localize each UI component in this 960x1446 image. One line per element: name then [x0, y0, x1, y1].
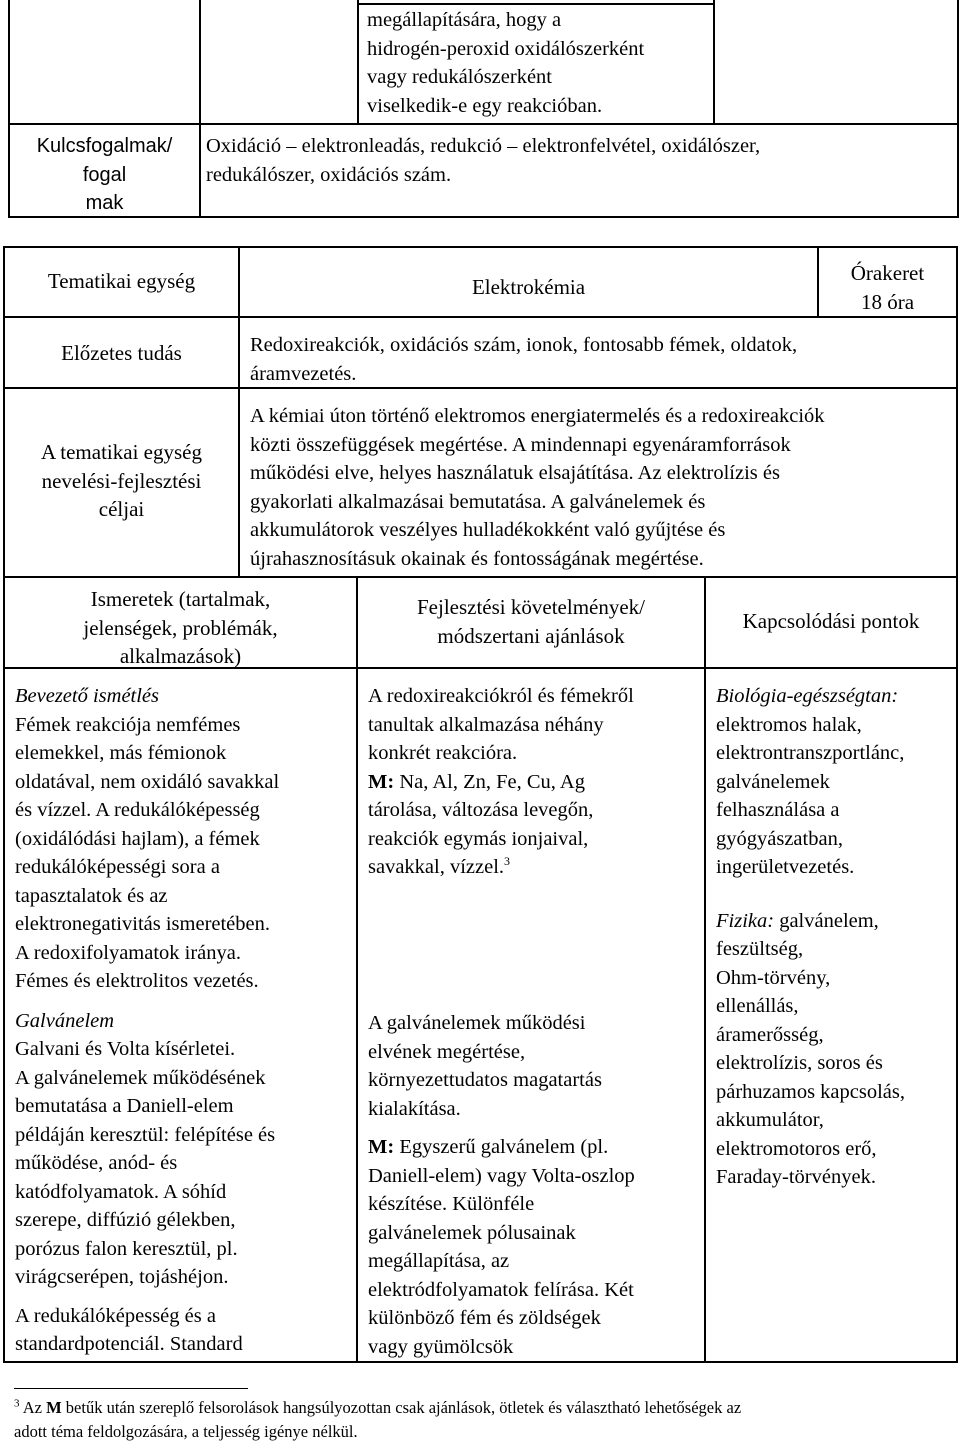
kapcsolodasi-header: Kapcsolódási pontok	[742, 609, 920, 633]
kapcsolodasi-content: Biológia-egészségtan: elektromos halak, elektrontranszportlánc, galvánelemek felhasználása a gyógyászatban, ingerületvezetés. Fizika: galvánelem, feszültség, Ohm-törvény, ellenállás, áramerősség, elektrolízis, soros és párhuzamos kapcsolás, akkumulátor, elektromotoros erő, Faraday-törvények.	[716, 682, 905, 1192]
tematikai-egyseg-label: Tematikai egység	[47, 269, 196, 293]
prev-line: vagy redukálószerként	[367, 66, 552, 88]
fejlesztesi-content: A redoxireakciókról és fémekről tanultak alkalmazása néhány konkrét reakcióra. M: Na, Al, Zn, Fe, Cu, Ag tárolása, változása levegőn, reakciók egymás ionjaival, savakkal, vízzel.$^3$	[368, 685, 634, 878]
prev-line: hidrogén-peroxid oxidálószerként	[367, 37, 645, 60]
fejlesztesi-content-2: A galvánelemek működési elvének megértése, környezettudatos magatartás kialakítása. M: Egyszerű galvánelem (pl. Daniell-elem) vagy Volta-oszlop készítése. Különféle galvánelemek pólusainak megállapítása, az elektródfolyamatok felírása. Két különböző fém és zöldségek vagy gyümölcsök	[368, 1012, 635, 1358]
footnote-rule	[14, 1388, 248, 1389]
celjai-text: A kémiai úton történő elektromos energiatermelés és a redoxireakciók közti összefüggések megértése. A mindennapi egyenáramforrások működési elve, helyes használatuk elsajátítása. Az elektrolízis és gyakorlati alkalmazásai bemutatása. A galvánelemek és akkumulátorok veszélyes hulladékokként való gyűjtése és újrahasznosításuk okainak és fontosságának megértése.	[250, 405, 825, 570]
topic-title: Elektrokémia	[471, 275, 586, 299]
orakeret-value: 18 óra	[860, 289, 915, 314]
biologia-label: Biológia-egészségtan:	[716, 685, 899, 707]
footnote-ref: 3	[504, 854, 511, 869]
prev-cell-text	[367, 6, 644, 120]
orakeret-label: Órakeret	[850, 261, 925, 285]
elozetes-tudas-label: Előzetes tudás	[61, 341, 182, 365]
m-label: M:	[368, 770, 395, 793]
heading-bevezeto-ismetles: Bevezető ismétlés	[15, 685, 160, 707]
heading-galvanelem: Galvánelem	[15, 1009, 115, 1032]
celjai-label: A tematikai egység nevelési-fejlesztési céljai	[41, 440, 202, 521]
elozetes-tudas-text: Redoxireakciók, oxidációs szám, ionok, fontosabb fémek, oldatok, áramvezetés.	[250, 334, 798, 385]
orakeret	[819, 259, 956, 316]
kulcsfogalmak-label: Kulcsfogalmak/ fogal mak	[36, 135, 173, 214]
fizika-label: Fizika:	[716, 909, 775, 932]
footnote-number: 3	[14, 1397, 20, 1410]
fejlesztesi-header: Fejlesztési követelmények/ módszertani ajánlások	[416, 595, 646, 648]
ismeretek-header: Ismeretek (tartalmak, jelenségek, problémák, alkalmazások)	[83, 587, 278, 668]
prev-line: megállapítására, hogy a	[367, 9, 562, 31]
kulcsfogalmak-text: Oxidáció – elektronleadás, redukció – elektronfelvétel, oxidálószer, redukálószer, oxidációs szám.	[206, 135, 761, 186]
prev-line: viselkedik-e egy reakcióban.	[367, 94, 603, 117]
ismeretek-content: Bevezető ismétlés Fémek reakciója nemfémes elemekkel, más fémionok oldatával, nem oxidáló savakkal és vízzel. A redukálóképesség (oxidálódási hajlam), a fémek redukálóképességi sora a tapasztalatok és az elektronegativitás ismeretében. A redoxifolyamatok iránya. Fémes és elektrolitos vezetés. Galvánelem Galvani és Volta kísérletei. A galvánelemek működésének bemutatása a Daniell-elem példáján keresztül: felépítése és működése, anód- és katódfolyamatok. A sóhíd szerepe, diffúzió gélekben, porózus falon keresztül, pl. virágcserépen, tojáshéjon. A redukálóképesség és a standardpotenciál. Standard	[15, 682, 279, 1359]
footnote-text: $^3$ Az M betűk után szereplő felsorolások hangsúlyozottan csak ajánlások, ötletek és választható lehetőségek az adott téma feldolgozására, a teljesség igénye nélkül.	[14, 1397, 742, 1441]
m-label: M:	[368, 1136, 395, 1158]
